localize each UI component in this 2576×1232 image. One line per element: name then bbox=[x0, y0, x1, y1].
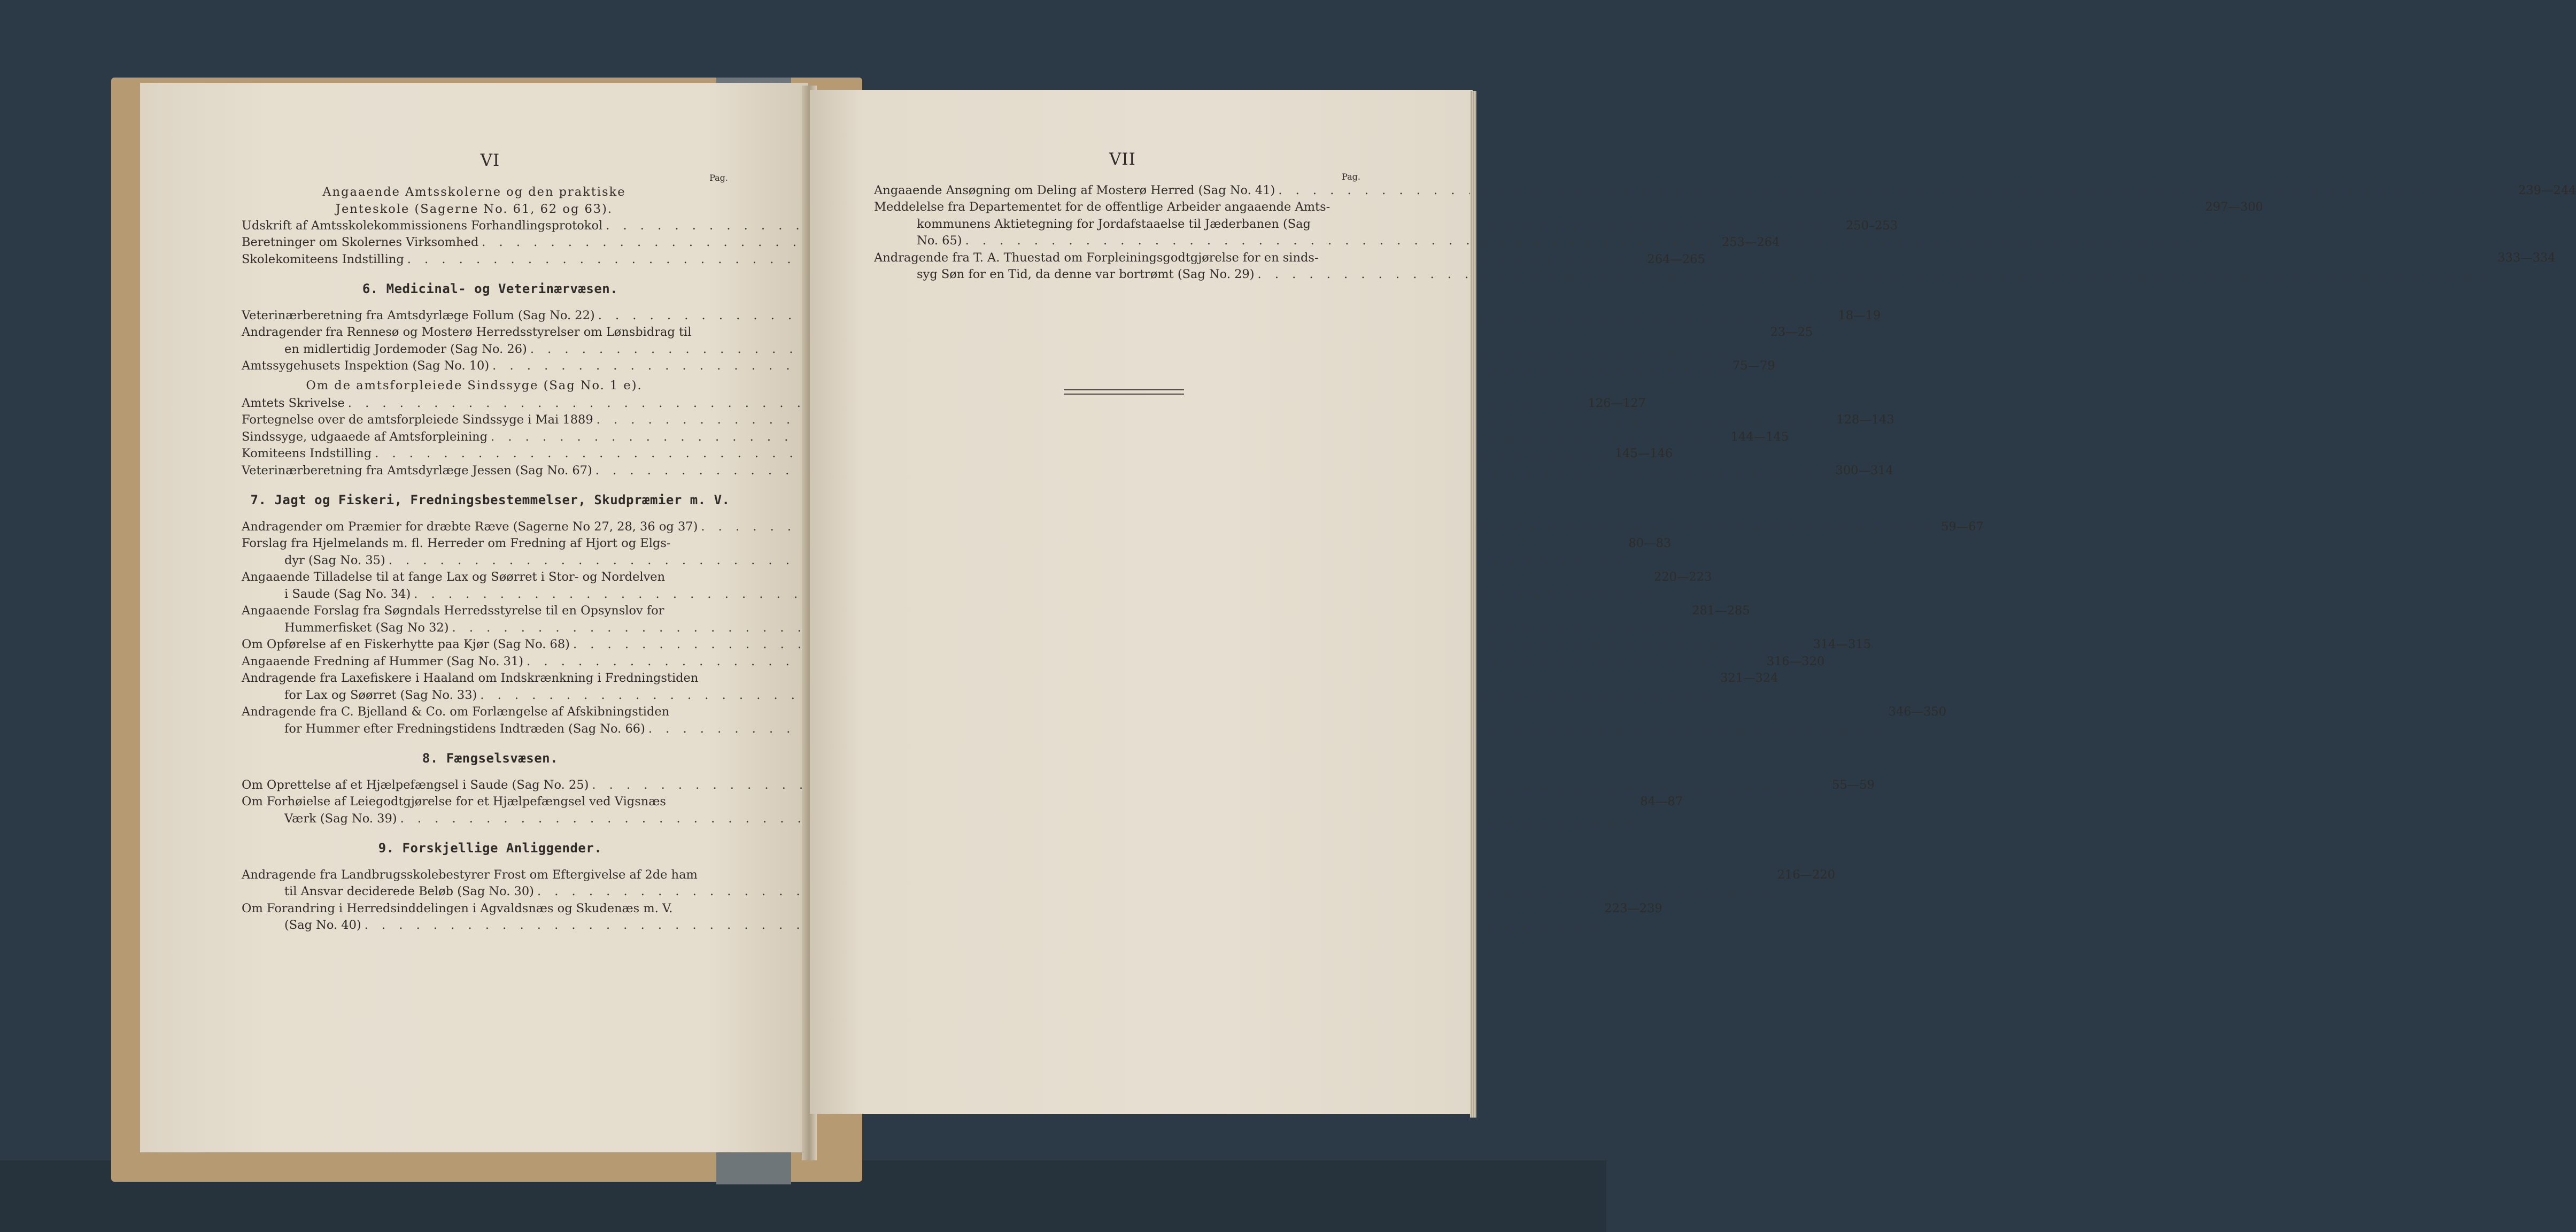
toc-entry bbox=[242, 324, 1813, 358]
toc-entry-title: Beretninger om Skolernes Virksomhed bbox=[242, 235, 479, 249]
intro-heading-line-1: Angaaende Amtsskolerne og den praktiske bbox=[322, 184, 626, 199]
toc-entry bbox=[874, 182, 2576, 199]
toc-entry-title: Amtets Skrivelse bbox=[242, 396, 345, 410]
toc-entry-title: Om Forhøielse af Leiegodtgjørelse for et Hjælpefængsel ved Vigsnæs bbox=[242, 795, 666, 808]
sections bbox=[242, 281, 1984, 934]
toc-entry bbox=[242, 603, 1750, 636]
toc-page-range: 264—265 bbox=[1647, 252, 1705, 266]
toc-entry bbox=[242, 412, 1894, 429]
toc-page-range: 55—59 bbox=[1832, 777, 1875, 792]
section-heading: 8. Fængselsvæsen. bbox=[422, 751, 559, 766]
toc-entry-title: Om Opførelse af en Fiskerhytte paa Kjør (Sag No. 68) bbox=[242, 637, 570, 651]
toc-entry-title: (Sag No. 40) bbox=[284, 918, 361, 932]
toc-entry bbox=[242, 653, 1825, 671]
toc-entry bbox=[242, 519, 1984, 536]
toc-entry bbox=[242, 636, 1871, 653]
toc-page-range: 300—314 bbox=[1835, 463, 1893, 478]
toc-page-range: 144—145 bbox=[1730, 429, 1789, 444]
toc-page-range: 253—264 bbox=[1722, 235, 1780, 249]
subsection-heading: Om de amtsforpleiede Sindssyge (Sag No. 1 e). bbox=[306, 378, 643, 392]
page-edges bbox=[1470, 91, 1476, 1118]
toc-page-range: 321—324 bbox=[1720, 671, 1778, 685]
toc-entry bbox=[242, 445, 1673, 463]
toc-page-range: 239—244 bbox=[2518, 183, 2576, 197]
toc-page-range: 281—285 bbox=[1692, 604, 1750, 618]
toc-page-range: 75—79 bbox=[1732, 359, 1775, 373]
dot-leader bbox=[1275, 182, 2513, 199]
toc-entry-title: for Lax og Søørret (Sag No. 33) bbox=[284, 688, 477, 702]
toc-entry-text bbox=[874, 182, 2513, 199]
toc-entry-title: i Saude (Sag No. 34) bbox=[284, 587, 411, 601]
toc-entry-title: Om Forandring i Herredsinddelingen i Agvaldsnæs og Skudenæs m. V. bbox=[242, 901, 673, 915]
toc-entry bbox=[242, 900, 1662, 934]
toc-entry bbox=[242, 395, 1646, 412]
toc-entry bbox=[242, 535, 1672, 569]
toc-entry bbox=[242, 463, 1893, 480]
toc-entry-title: Veterinærberetning fra Amtsdyrlæge Follum (Sag No. 22) bbox=[242, 308, 595, 322]
intro-heading-line-2: Jenteskole (Sagerne No. 61, 62 og 63). bbox=[335, 202, 613, 216]
toc-page-range: 333—334 bbox=[2497, 250, 2556, 265]
toc-entry-title: til Ansvar deciderede Beløb (Sag No. 30) bbox=[284, 884, 534, 898]
toc-entry-title: Angaaende Ansøgning om Deling af Mosterø Herred (Sag No. 41) bbox=[874, 183, 1275, 197]
toc-page-range: 216—220 bbox=[1777, 867, 1836, 882]
toc-entry-title: No. 65) bbox=[917, 234, 962, 248]
toc-entry-line bbox=[874, 199, 2200, 216]
section-heading: 6. Medicinal- og Veterinærvæsen. bbox=[362, 281, 618, 296]
toc-entry bbox=[242, 569, 1712, 603]
toc-page-range: 126—127 bbox=[1588, 396, 1646, 410]
toc-entry-title: Udskrift af Amtsskolekommissionens Forhandlingsprotokol bbox=[242, 218, 603, 233]
pag-label: Pag. bbox=[1342, 171, 1360, 182]
page-number: VI bbox=[480, 151, 500, 170]
toc-page-range: 346—350 bbox=[1888, 705, 1947, 719]
toc-entry-title: Forslag fra Hjelmelands m. fl. Herreder om Fredning af Hjort og Elgs- bbox=[242, 536, 671, 550]
toc-entry-title: kommunens Aktietegning for Jordafstaaelse til Jæderbanen (Sag bbox=[917, 217, 1311, 231]
toc-entry-title: Andragende fra Landbrugsskolebestyrer Frost om Eftergivelse af 2de ham bbox=[242, 867, 698, 882]
toc-entry-line bbox=[874, 233, 2200, 250]
toc-page-range: 297—300 bbox=[2205, 200, 2263, 214]
toc-entry-title: dyr (Sag No. 35) bbox=[284, 553, 385, 567]
toc-page-range: 59—67 bbox=[1941, 519, 1984, 534]
toc-entry-title: Fortegnelse over de amtsforpleiede Sindssyge i Mai 1889 bbox=[242, 413, 593, 427]
toc-entry-line bbox=[874, 250, 2492, 267]
toc-entry-title: Komiteens Indstilling bbox=[242, 446, 372, 460]
toc-entry-title: Angaaende Tilladelse til at fange Lax og Søørret i Stor- og Nordelven bbox=[242, 570, 666, 584]
toc-entry-line bbox=[874, 182, 2513, 199]
toc-entry-title: Angaaende Fredning af Hummer (Sag No. 31) bbox=[242, 654, 524, 668]
toc-page-range: 223—239 bbox=[1604, 901, 1662, 915]
toc-page-range: 80—83 bbox=[1628, 536, 1672, 550]
toc-entry-title: Om Oprettelse af et Hjælpefængsel i Saude (Sag No. 25) bbox=[242, 777, 589, 792]
toc-entry-line bbox=[874, 266, 2492, 283]
toc-page-range: 128—143 bbox=[1836, 413, 1894, 427]
toc-entry-title: Hummerfisket (Sag No 32) bbox=[284, 620, 449, 635]
section-heading: 7. Jagt og Fiskeri, Fredningsbestemmelser, Skudpræmier m. V. bbox=[250, 492, 730, 507]
toc-page-range: 84—87 bbox=[1640, 795, 1683, 808]
dot-leader bbox=[962, 233, 2200, 250]
toc-page-range: 18—19 bbox=[1838, 308, 1881, 322]
double-rule-divider bbox=[1064, 389, 1184, 395]
toc-entry-title: Andragender fra Rennesø og Mosterø Herredsstyrelser om Lønsbidrag til bbox=[242, 325, 692, 339]
toc-entry-text bbox=[874, 250, 2492, 283]
toc-entry-text bbox=[874, 199, 2200, 250]
toc-entry-title: en midlertidig Jordemoder (Sag No. 26) bbox=[284, 342, 527, 356]
toc-entry bbox=[242, 358, 1775, 375]
toc-entry-title: Andragende fra T. A. Thuestad om Forpleiningsgodtgjørelse for en sinds- bbox=[874, 250, 1319, 265]
toc-entry-title: Meddelelse fra Departementet for de offentlige Arbeider angaaende Amts- bbox=[874, 200, 1330, 214]
toc-entry bbox=[242, 794, 1683, 827]
toc-page-range: 220—223 bbox=[1654, 570, 1712, 584]
toc-entry bbox=[242, 704, 1947, 737]
toc-entry-title: Angaaende Forslag fra Søgndals Herredsstyrelse til en Opsynslov for bbox=[242, 604, 664, 618]
toc-entry-title: Andragende fra C. Bjelland & Co. om Forlængelse af Afskibningstiden bbox=[242, 705, 670, 719]
toc-entry bbox=[242, 777, 1875, 794]
toc-entry-title: Andragender om Præmier for dræbte Ræve (Sagerne No 27, 28, 36 og 37) bbox=[242, 519, 698, 534]
toc-entry-title: Veterinærberetning fra Amtsdyrlæge Jessen (Sag No. 67) bbox=[242, 463, 592, 478]
toc-entry bbox=[242, 429, 1789, 446]
toc-entry-title: syg Søn for en Tid, da denne var bortrømt (Sag No. 29) bbox=[917, 267, 1255, 281]
toc-entry bbox=[242, 867, 1836, 900]
toc-entry-title: Amtssygehusets Inspektion (Sag No. 10) bbox=[242, 359, 490, 373]
toc-entry-line bbox=[874, 216, 2200, 233]
toc-entry-title: Andragende fra Laxefiskere i Haaland om Indskrænkning i Fredningstiden bbox=[242, 671, 699, 685]
toc-entry-title: for Hummer efter Fredningstidens Indtræden (Sag No. 66) bbox=[284, 721, 645, 736]
pag-label: Pag. bbox=[709, 172, 728, 183]
toc-page-range: 250–253 bbox=[1845, 218, 1898, 233]
toc-entry bbox=[242, 307, 1881, 325]
page-number: VII bbox=[1109, 150, 1136, 169]
toc-page-range: 23—25 bbox=[1770, 325, 1813, 339]
section-heading: 9. Forskjellige Anliggender. bbox=[378, 841, 602, 856]
toc-page-range: 145—146 bbox=[1614, 446, 1673, 460]
toc-entry-title: Sindssyge, udgaaede af Amtsforpleining bbox=[242, 429, 488, 444]
toc-entry-title: Værk (Sag No. 39) bbox=[284, 811, 397, 826]
dot-leader bbox=[1255, 266, 2493, 283]
toc-page-range: 316—320 bbox=[1766, 654, 1825, 668]
toc-entry-title: Skolekomiteens Indstilling bbox=[242, 252, 404, 266]
toc-page-range: 314—315 bbox=[1813, 637, 1871, 651]
toc-entry bbox=[242, 670, 1778, 704]
